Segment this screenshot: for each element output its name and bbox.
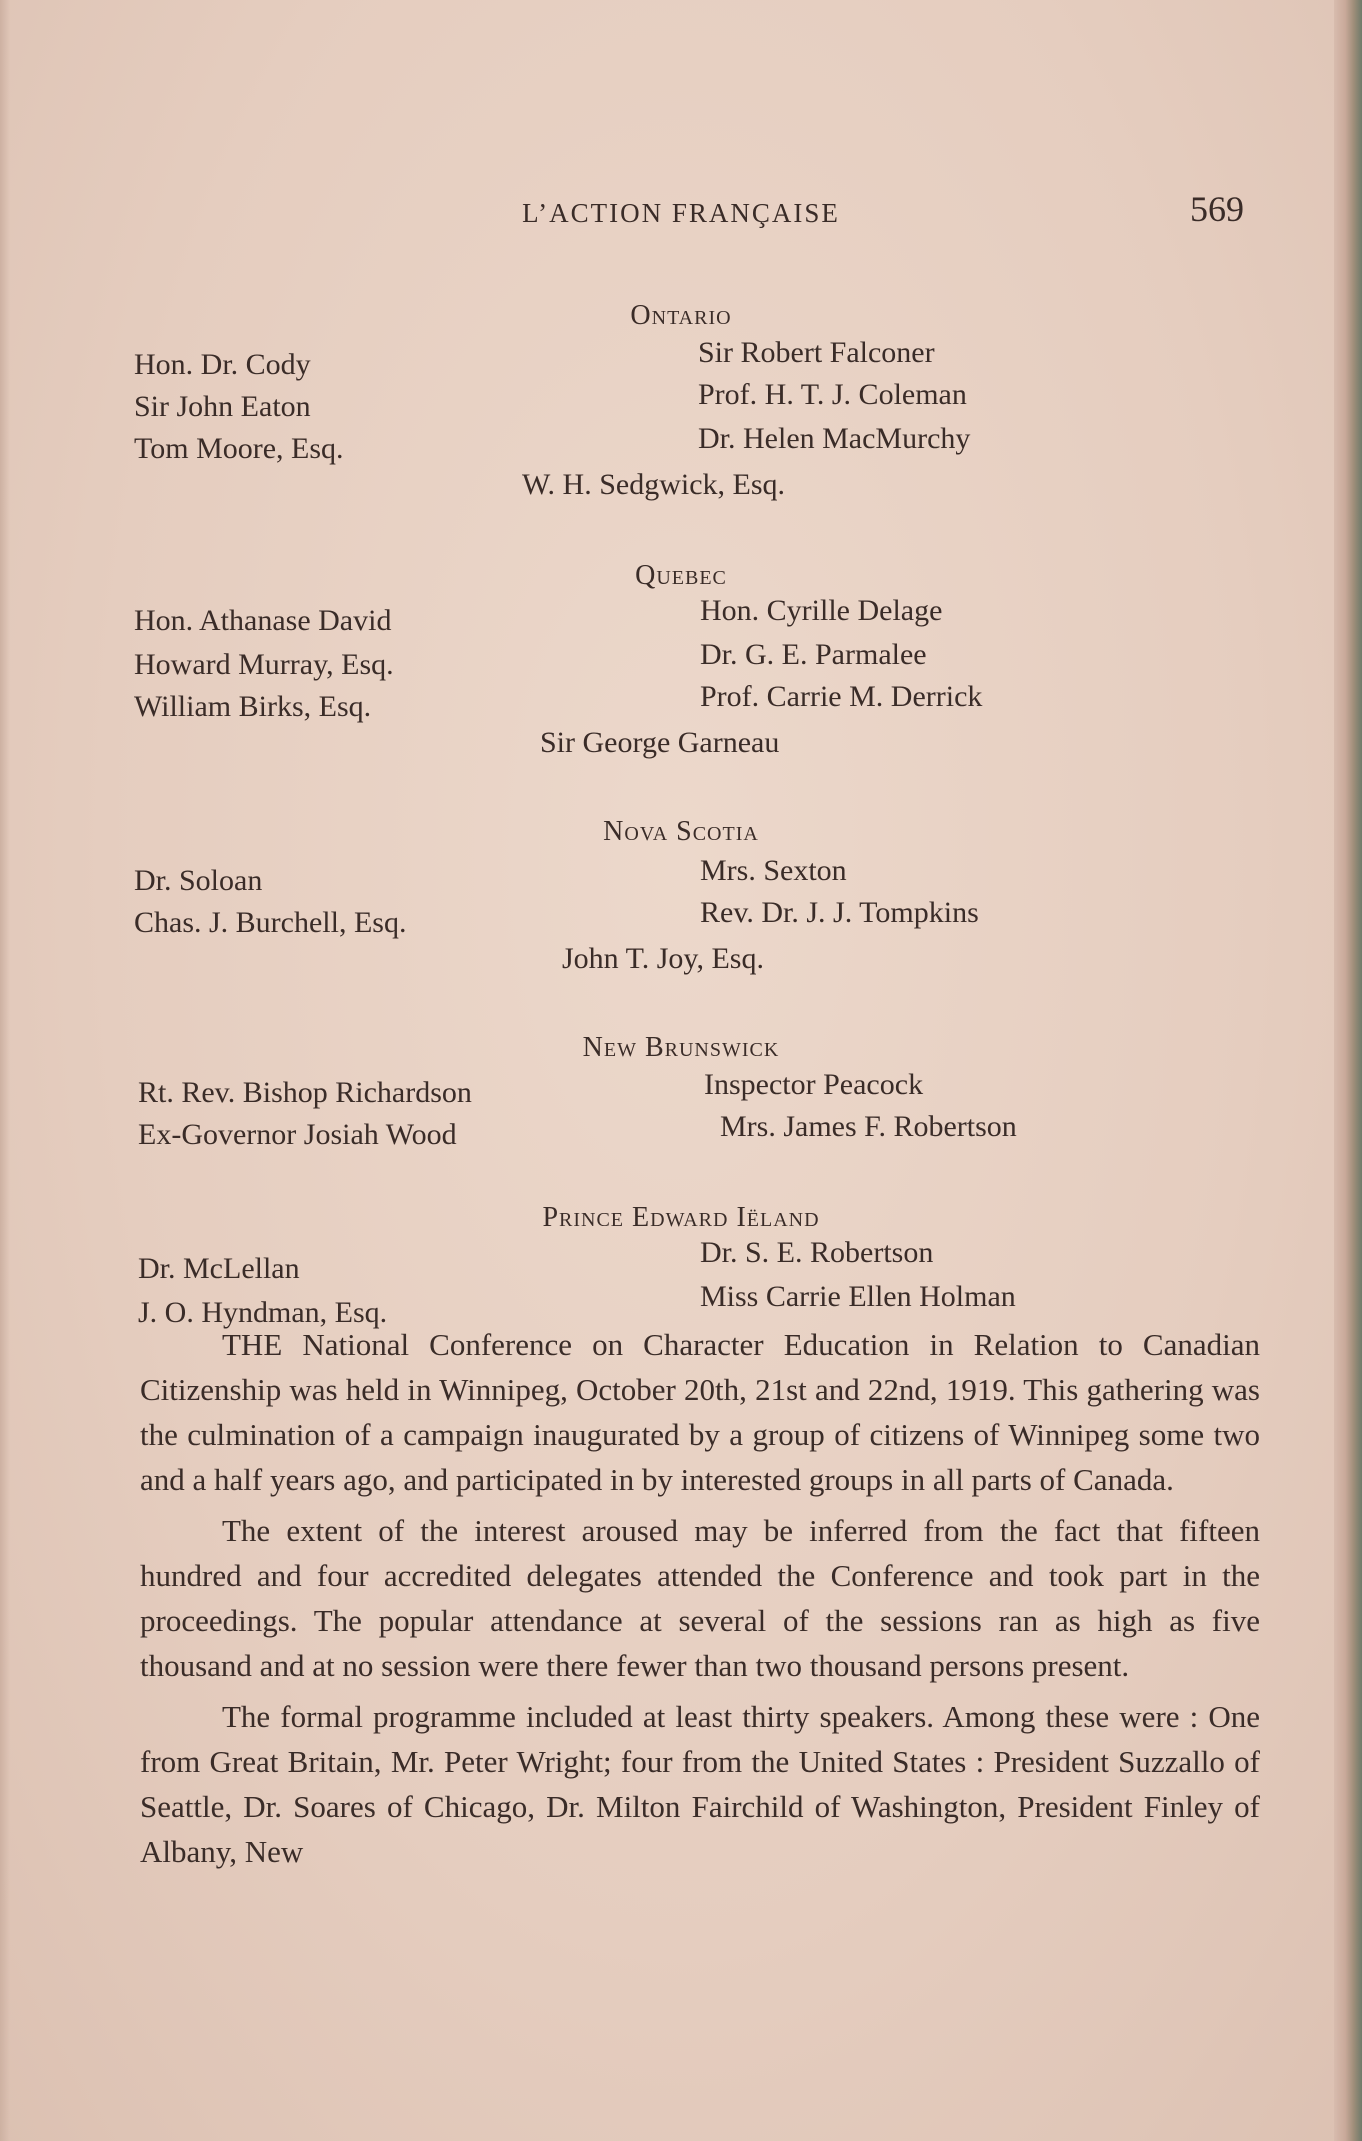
paragraph: The extent of the interest aroused may be inferred from the fact that fifteen hundred and four accredited delegates attended the Conference and took part in the proceedings. The popular attendance at several of the sessions ran as high as five thousand and at no session were there fewer than two thousand persons present. bbox=[140, 1513, 1260, 1683]
section-heading-new-brunswick: New Brunswick bbox=[582, 1032, 780, 1063]
member-name: William Birks, Esq. bbox=[134, 690, 372, 723]
member-name: Mrs. Sexton bbox=[700, 854, 847, 887]
section-heading-ontario: Ontario bbox=[630, 300, 732, 331]
section-heading-nova-scotia: Nova Scotia bbox=[603, 816, 759, 847]
paragraph: The formal programme included at least thirty speakers. Among these were : One from Great Britain, Mr. Peter Wright; four from the United States : President Suzzallo of Seattle, Dr. Soares of Chicago, Dr. Milton Fairchild of Washington, President Finley of Albany, New bbox=[140, 1699, 1260, 1869]
member-name: Sir John Eaton bbox=[134, 390, 311, 423]
section-heading-quebec: Quebec bbox=[635, 560, 727, 591]
member-name-center: John T. Joy, Esq. bbox=[562, 942, 764, 975]
member-name: Hon. Athanase David bbox=[134, 604, 392, 637]
body-text bbox=[140, 1322, 1260, 1874]
page-number: 569 bbox=[1190, 189, 1244, 229]
member-name: Inspector Peacock bbox=[704, 1068, 924, 1101]
member-name: Rt. Rev. Bishop Richardson bbox=[138, 1076, 472, 1109]
member-name: Chas. J. Burchell, Esq. bbox=[134, 906, 407, 939]
paragraph: THE National Conference on Character Education in Relation to Canadian Citizenship was held in Winnipeg, October 20th, 21st and 22nd, 1919. This gathering was the culmination of a campaign inaugurated by a group of citizens of Winnipeg some two and a half years ago, and participated in by interested groups in all parts of Canada. bbox=[140, 1327, 1260, 1497]
member-name: Ex-Governor Josiah Wood bbox=[138, 1118, 457, 1151]
member-name-center: W. H. Sedgwick, Esq. bbox=[522, 468, 786, 501]
member-name: Dr. Soloan bbox=[134, 864, 263, 897]
member-name: Prof. H. T. J. Coleman bbox=[698, 378, 967, 411]
member-name: Prof. Carrie M. Derrick bbox=[700, 680, 983, 713]
member-name: Hon. Cyrille Delage bbox=[700, 594, 943, 627]
running-title: L’ACTION FRANÇAISE bbox=[522, 198, 840, 228]
member-name: Dr. McLellan bbox=[138, 1252, 300, 1285]
member-name: Hon. Dr. Cody bbox=[134, 348, 311, 381]
member-name: Mrs. James F. Robertson bbox=[720, 1110, 1017, 1143]
member-name: Howard Murray, Esq. bbox=[134, 648, 394, 681]
member-name: Miss Carrie Ellen Holman bbox=[700, 1280, 1016, 1313]
member-name: Tom Moore, Esq. bbox=[134, 432, 344, 465]
member-name: Dr. S. E. Robertson bbox=[700, 1236, 934, 1269]
member-name: J. O. Hyndman, Esq. bbox=[138, 1296, 388, 1329]
member-name-center: Sir George Garneau bbox=[540, 726, 780, 759]
member-name: Dr. G. E. Parmalee bbox=[700, 638, 927, 671]
section-heading-prince-edward-island: Prince Edward Iëland bbox=[542, 1202, 820, 1233]
member-name: Rev. Dr. J. J. Tompkins bbox=[700, 896, 979, 929]
member-name: Sir Robert Falconer bbox=[698, 336, 935, 369]
member-name: Dr. Helen MacMurchy bbox=[698, 422, 971, 455]
